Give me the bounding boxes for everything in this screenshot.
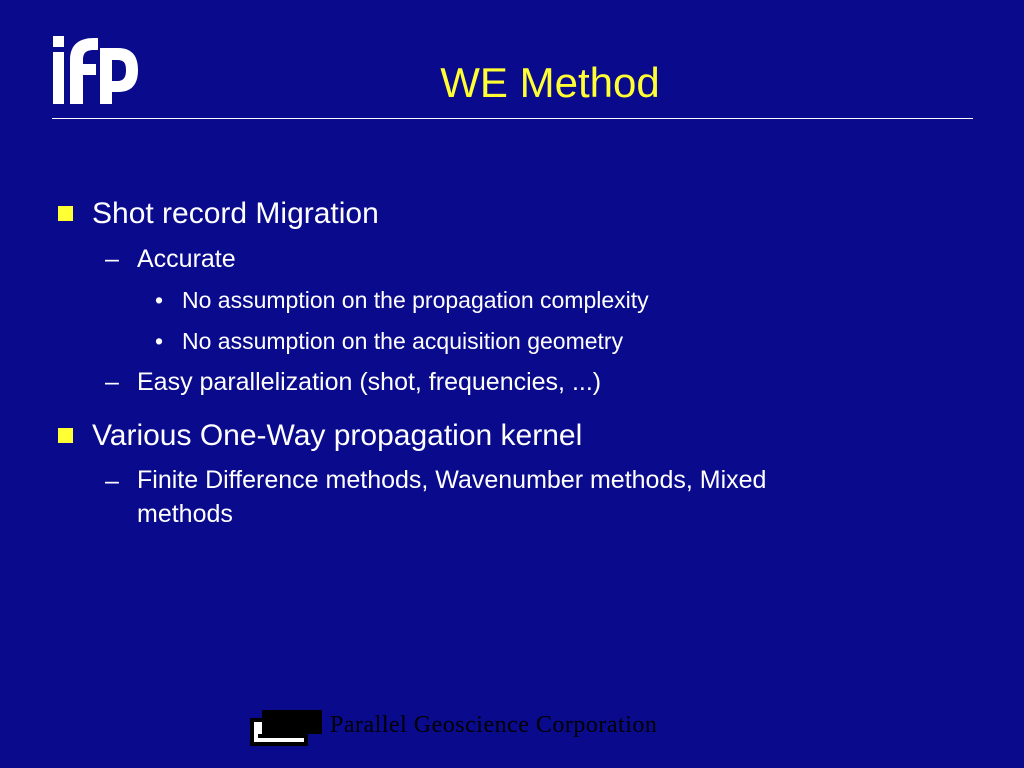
bullet-level1-item: Various One-Way propagation kernel [92, 419, 583, 452]
bullet-dot-marker: • [155, 328, 164, 354]
bullet-square-marker [58, 428, 73, 443]
bullet-dash-marker: – [105, 245, 119, 273]
pgc-logo-icon [250, 710, 322, 746]
bullet-square-marker [58, 206, 73, 221]
bullet-level3-item: No assumption on the propagation complexity [182, 287, 649, 313]
bullet-level1-item: Shot record Migration [92, 197, 379, 230]
bullet-dash-marker: – [105, 368, 119, 396]
bullet-level3-item: No assumption on the acquisition geometry [182, 328, 624, 354]
bullet-level2-item: Finite Difference methods, Wavenumber methods, Mixed methods [137, 466, 767, 528]
bullet-dot-marker: • [155, 287, 164, 313]
bullet-dash-marker: – [105, 467, 119, 495]
footer-branding [250, 710, 750, 750]
footer-company-name: Parallel Geoscience Corporation [330, 712, 658, 738]
slide-title: WE Method [440, 59, 660, 106]
bullet-level2-item: Easy parallelization (shot, frequencies, ...) [137, 368, 602, 396]
bullet-level2-item: Accurate [137, 245, 236, 273]
